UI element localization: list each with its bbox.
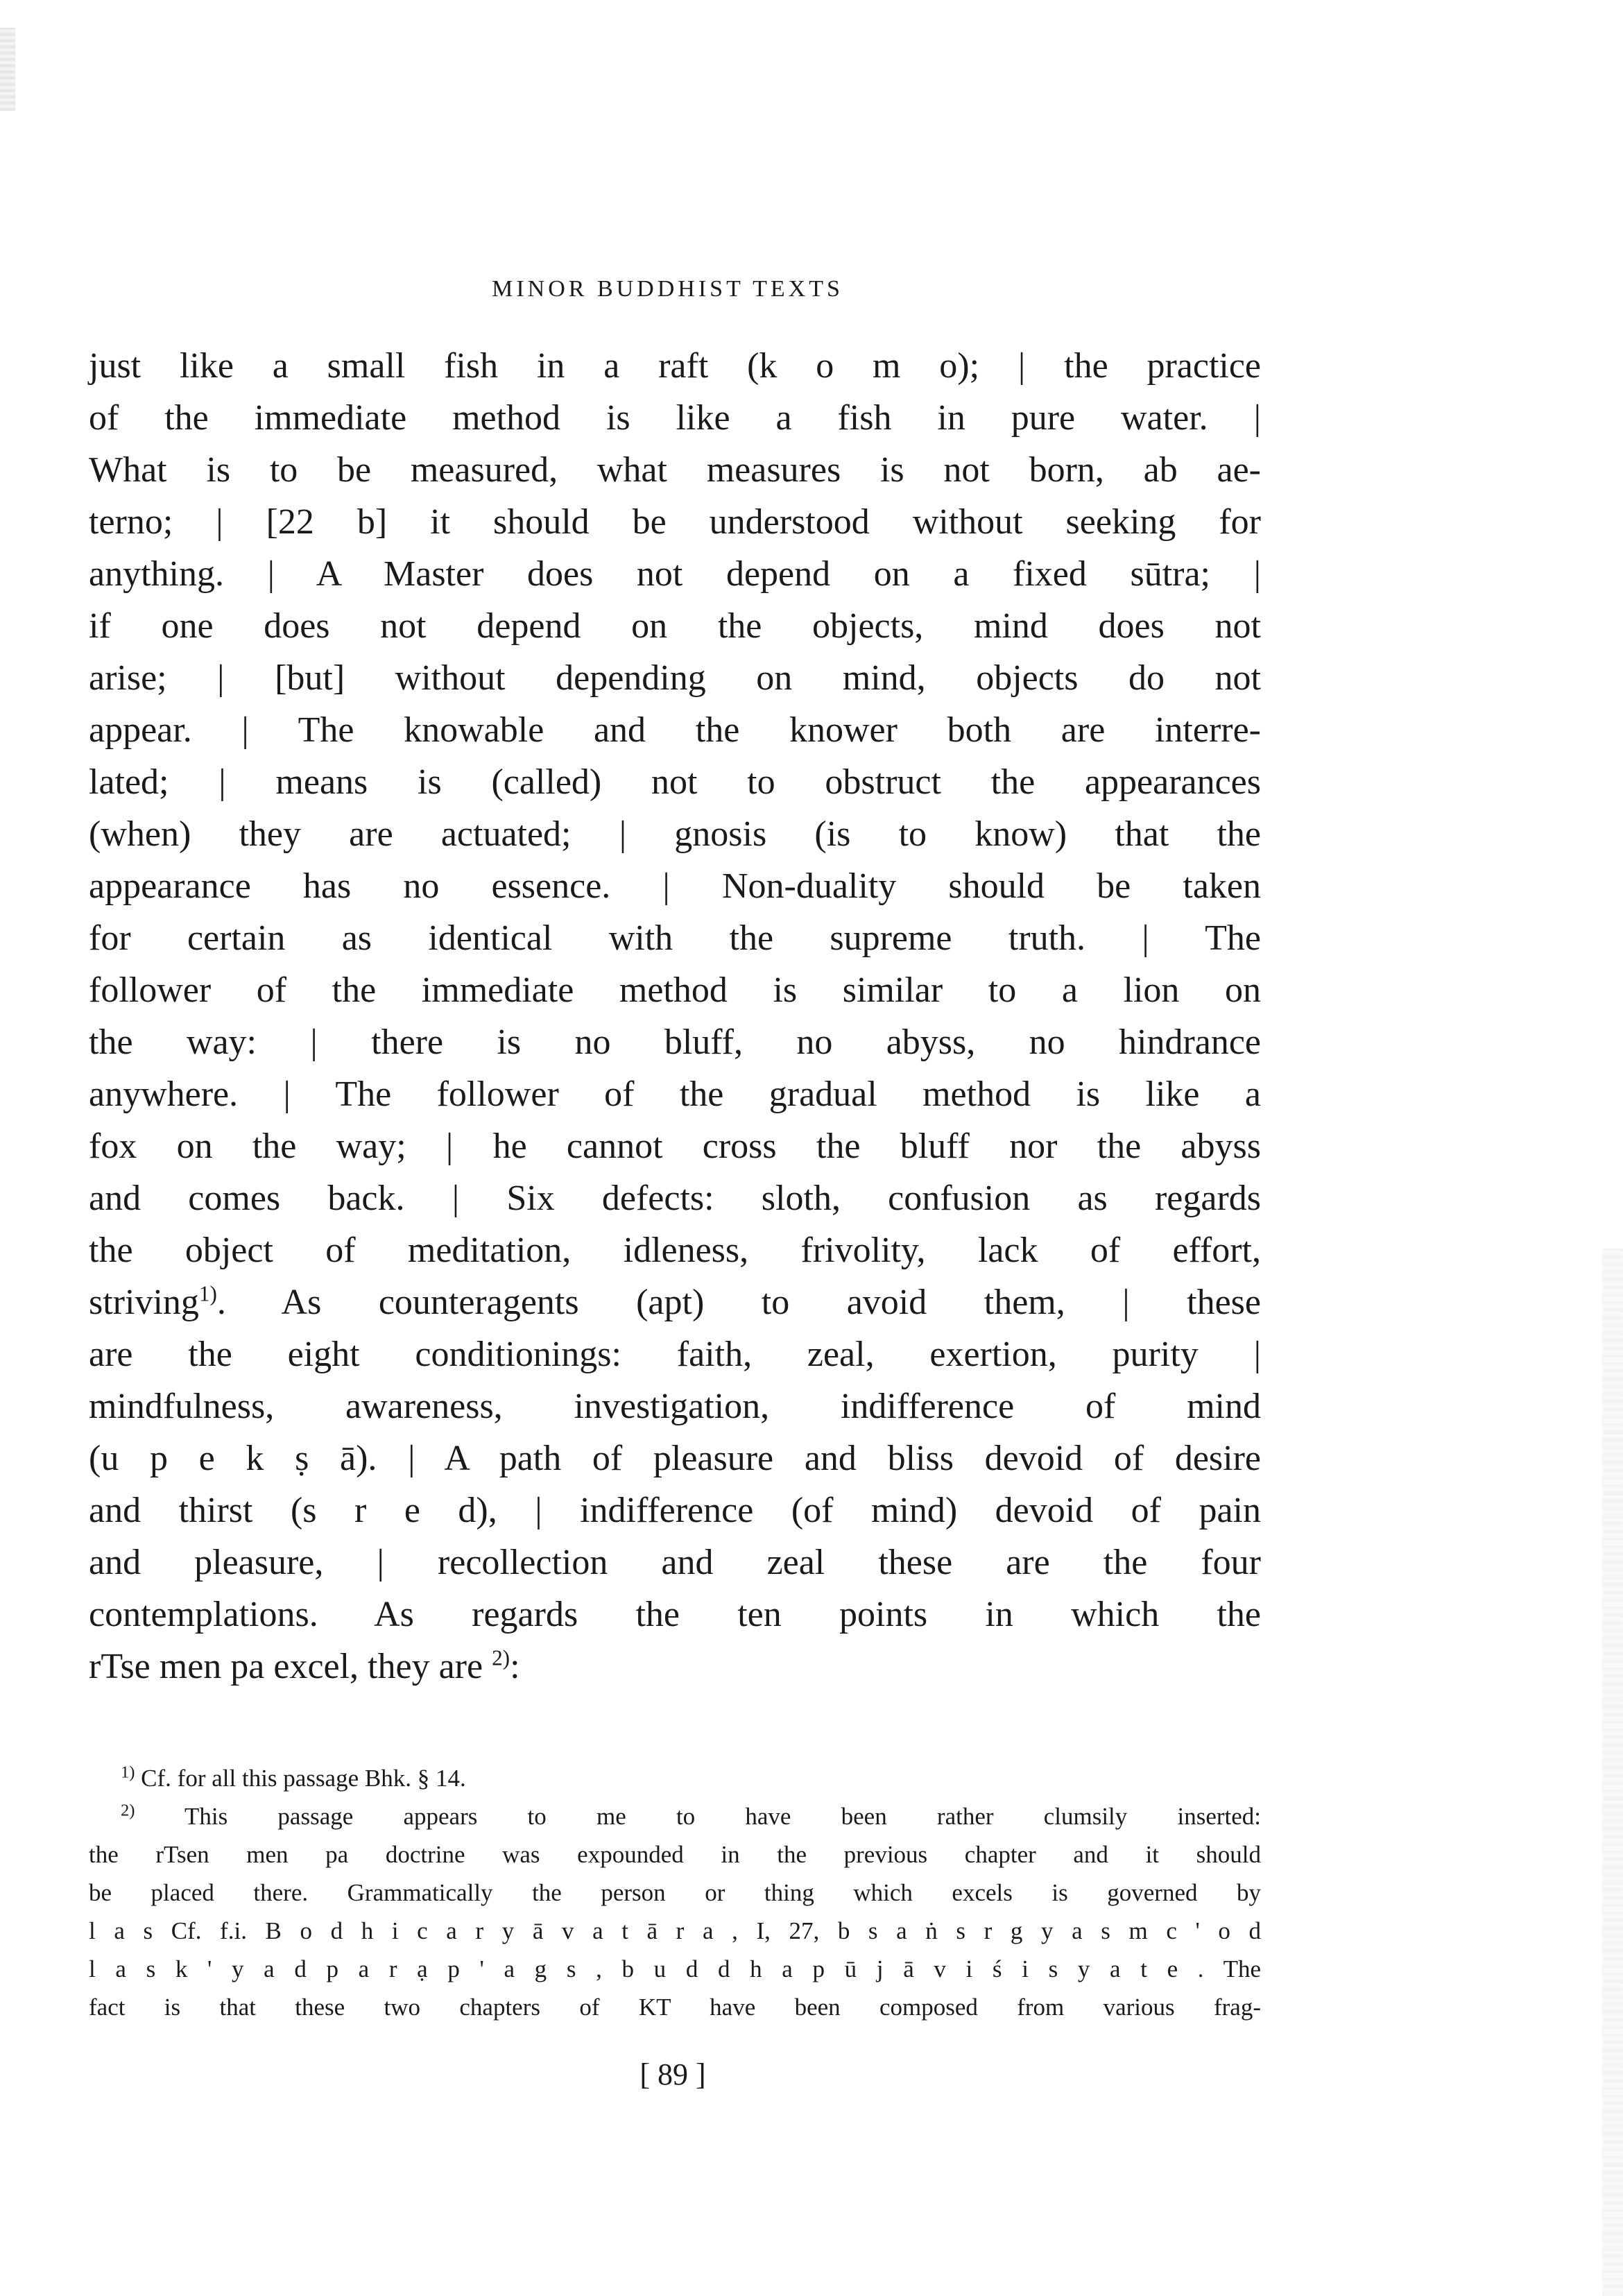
body-line: appearance has no essence. | Non-duality should be taken [89, 866, 1261, 906]
body-line: of the immediate method is like a fish in pure water. | [89, 398, 1261, 438]
body-line: lated; | means is (called) not to obstruct the appearances [89, 762, 1261, 802]
footnote-ref-1: 1) [198, 1281, 217, 1306]
body-line: arise; | [but] without depending on mind, objects do not [89, 658, 1261, 698]
body-line: mindfulness, awareness, investigation, indifference of mind [89, 1387, 1261, 1426]
body-line: follower of the immediate method is similar to a lion on [89, 970, 1261, 1010]
body-line-with-footnote-ref [89, 1276, 1261, 1328]
body-line: the object of meditation, idleness, frivolity, lack of effort, [89, 1231, 1261, 1270]
page-edge-scan-artifact [0, 28, 15, 111]
body-line-with-footnote-ref [89, 1640, 1261, 1693]
footnote-line: be placed there. Grammatically the person or thing which excels is governed by [89, 1879, 1261, 1906]
body-line: just like a small fish in a raft (k o m o); | the practice [89, 346, 1261, 386]
footnote-1 [89, 1759, 1261, 1797]
footnote-line: l a s Cf. f.i. B o d h i c a r y ā v a t ā r a , I, 27, b s a ṅ s r g y a s m c ' o d [89, 1917, 1261, 1944]
body-line: if one does not depend on the objects, mind does not [89, 606, 1261, 646]
body-text [89, 340, 1261, 1693]
body-line: (when) they are actuated; | gnosis (is to know) that the [89, 814, 1261, 854]
footnote-ref-2: 2) [492, 1645, 510, 1670]
footnote-text: This passage appears to me to have been rather clumsily inserted: [184, 1803, 1261, 1830]
running-head: MINOR BUDDHIST TEXTS [492, 276, 843, 302]
footnote-2 [89, 1797, 1261, 1835]
footnote-line: the rTsen men pa doctrine was expounded in the previous chapter and it should [89, 1841, 1261, 1868]
body-line: What is to be measured, what measures is not born, ab ae- [89, 450, 1261, 490]
body-line: contemplations. As regards the ten points in which the [89, 1595, 1261, 1634]
footnote-line: fact is that these two chapters of KT have been composed from various frag- [89, 1994, 1261, 2021]
body-line: (u p e k ṣ ā). | A path of pleasure and bliss devoid of desire [89, 1439, 1261, 1478]
body-line-segment: rTse men pa excel, they are [89, 1647, 483, 1686]
page-edge-scan-artifact [1602, 1249, 1623, 2296]
body-line: anywhere. | The follower of the gradual method is like a [89, 1074, 1261, 1114]
footnote-number: 2) [121, 1801, 135, 1820]
body-line: for certain as identical with the supreme truth. | The [89, 918, 1261, 958]
footnote-text: Cf. for all this passage Bhk. § 14. [141, 1765, 466, 1792]
body-line: terno; | [22 b] it should be understood without seeking for [89, 502, 1261, 542]
footnotes [89, 1759, 1261, 2026]
page-number: [ 89 ] [639, 2057, 706, 2091]
body-line: and comes back. | Six defects: sloth, confusion as regards [89, 1179, 1261, 1218]
body-line: appear. | The knowable and the knower both are interre- [89, 710, 1261, 750]
footnote-number: 1) [121, 1763, 135, 1782]
body-line: and pleasure, | recollection and zeal these are the four [89, 1543, 1261, 1582]
body-line-segment: : [510, 1647, 520, 1686]
body-line: and thirst (s r e d), | indifference (of mind) devoid of pain [89, 1491, 1261, 1530]
body-line: anything. | A Master does not depend on a fixed sūtra; | [89, 554, 1261, 594]
body-line: are the eight conditionings: faith, zeal, exertion, purity | [89, 1335, 1261, 1374]
footnote-line: l a s k ' y a d p a r ạ p ' a g s , b u d d h a p ū j ā v i ś i s y a t e . The [89, 1955, 1261, 1982]
body-line: fox on the way; | he cannot cross the bluff nor the abyss [89, 1126, 1261, 1166]
body-line: the way: | there is no bluff, no abyss, no hindrance [89, 1022, 1261, 1062]
body-line-segment: . As counteragents (apt) to avoid them, | these [216, 1283, 1261, 1322]
body-line-segment: striving [89, 1283, 199, 1322]
